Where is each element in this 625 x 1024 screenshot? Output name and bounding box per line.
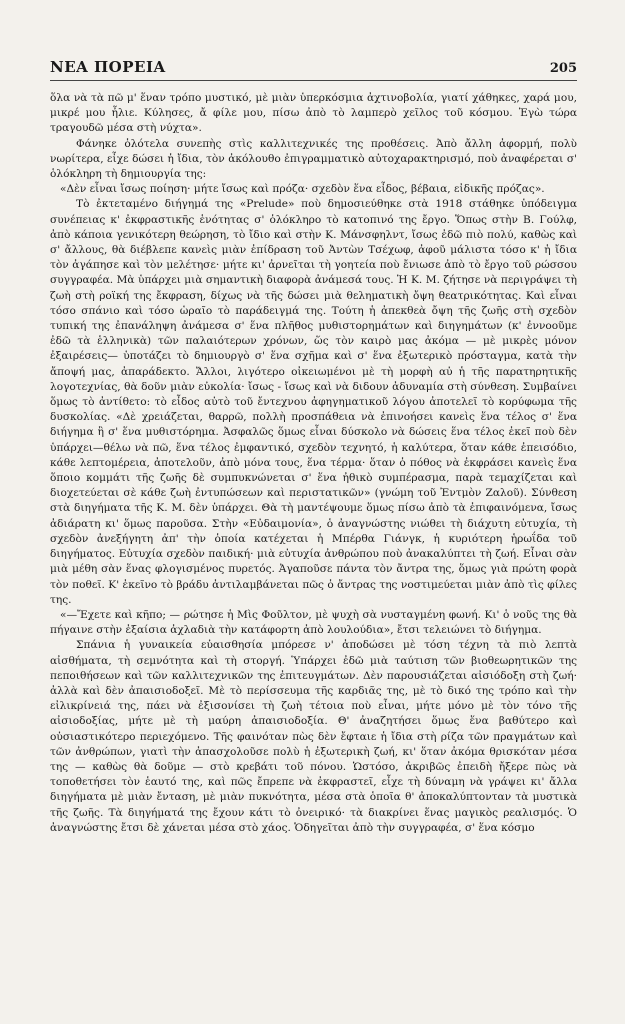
page-number: 205 (549, 61, 577, 76)
running-header (50, 58, 577, 81)
article-body (50, 91, 577, 836)
journal-title: ΝΕΑ ΠΟΡΕΙΑ (50, 58, 166, 76)
paragraph: Σπάνια ἡ γυναικεία εὐαισθησία μπόρεσε ν' ἀποδώσει μὲ τόση τέχνη τὰ πιὸ λεπτὰ αἰσθήματα, τὴ σεμνότητα καὶ τὴ στοργή. Ὑπάρχει ἐδῶ μιὰ ταύτιση τῶν βιοθεωρητικῶν της πεποιθήσεων καὶ τῶν καλλιτεχνικῶν της ἐπιτευγμάτων. Δὲν παρουσιάζεται αἰσιόδοξη στὴ ζωή· ἀλλὰ καὶ δὲν ἀπαισιοδοξεῖ. Μὲ τὸ περίσσευμα τῆς καρδιᾶς της, μὲ τὸ δικό της τρόπο καὶ τὴν εἰλικρίνειά της, πάει νὰ ἐξισονίσει τὴ ζωὴ τέτοια ποὺ εἶναι, μήτε μόνο μὲ τὸν τόνο τῆς αἰσιοδοξίας, μήτε μὲ τὴ μαύρη ἀπαισιοδοξία. Θ' ἀναζητήσει ὅμως ἕνα βαθύτερο καὶ οὐσιαστικότερο περιεχόμενο. Τῆς φαινόταν πὼς δὲν ἔφταιε ἡ ἴδια στὴ ρίζα τῶν πραγμάτων καὶ τῶν ἀνθρώπων, γιατὶ τὴν ἀπασχολοῦσε πολὺ ἡ ἐξωτερικὴ ζωή, κι' ὅταν ἀκόμα θρισκόταν μέσα της — καθὼς θὰ δοῦμε — στὸ κρεβάτι τοῦ πόνου. Ὡστόσο, ἀκριβῶς ἐπειδὴ ἤξερε πὼς νὰ τοποθετήσει τὸν ἑαυτό της, καὶ πῶς ἔπρεπε νὰ ἐκφραστεῖ, εἶχε τὴ δύναμη νὰ γράψει κι' ἄλλα διηγήματα μὲ μιὰν ἔνταση, μὲ μιὰν πυκνότητα, μέσα στὰ ὁποῖα θ' ἀποκαλύπτονταν τὰ μυστικὰ τῆς ζωῆς. Τὰ διηγήματά της ἔχουν κάτι τὸ ὀνειρικό· τὰ διακρίνει ἕνας μαγικὸς ρεαλισμός. Ὁ ἀναγνώστης ἔτσι δὲ χάνεται μέσα στὸ χάος. Ὁδηγεῖται ἀπὸ τὴν συγγραφέα, σ' ἕνα κόσμο (50, 639, 577, 834)
paragraph: Φάνηκε ὁλότελα συνεπὴς στὶς καλλιτεχνικές της προθέσεις. Ἀπὸ ἄλλη ἀφορμή, πολὺ νωρίτερα, εἶχε δώσει ἡ ἴδια, τὸν ἀκόλουθο ἐπιγραμματικὸ αὐτοχαρακτηρισμό, ποὺ ἀναφέρεται σ' ὁλόκληρη τὴ δημιουργία της: (50, 137, 577, 181)
paragraph: Τὸ ἐκτεταμένο διήγημά της «Prelude» ποὺ δημοσιεύθηκε στὰ 1918 στάθηκε ὑπόδειγμα συνέπειας κ' ἐκφραστικῆς ἑνότητας σ' ὁλόκληρο τὸ κατοπινό της ἔργο. Ὅπως στὴν Β. Γούλφ, ἀπὸ κάποια γενικότερη θεώρηση, τὸ ἴδιο καὶ στὴν Κ. Μάνσφηλντ, ἴσως ἐδῶ πιὸ πολύ, καθὼς καὶ σ' ἄλλους, θὰ διέβλεπε κανεὶς μιὰν ἐπίδραση τοῦ Ἀντὼν Τσέχωφ, ἀφοῦ μάλιστα τόσο κ' ἡ ἴδια τὸν ἀγάπησε καὶ τὸν μελέτησε· μήτε κι' ἀρνεῖται τὴ γοητεία ποὺ ἔνιωσε ἀπὸ τὸ ἔργο τοῦ ρώσσου συγγραφέα. Μὰ ὑπάρχει μιὰ σημαντικὴ διαφορὰ ἀνάμεσά τους. Ἡ Κ. Μ. ζήτησε νὰ περιγράψει τὴ ζωὴ στὴ ροϊκή της ἔκφραση, δίχως νὰ τῆς δώσει μιὰ θεληματικὴ ὄψη θεατρικότητας. Καὶ εἶναι τόσο σπάνιο καὶ τόσο ὡραῖο τὸ παράδειγμά της. Τούτη ἡ ἀπεκθεὰ ὄψη τῆς ζωῆς στὴ σχεδὸν τυπική της ἐπανάληψη ἀνάμεσα σ' ἕνα πλῆθος μυθιστορημάτων καὶ διηγημάτων (κ' ἐννοοῦμε ἐδῶ τὰ ἑλληνικὰ) τῶν παλαιότερων χρόνων, ὥς τὸν καιρὸ μας ἀκόμα — μὲ μικρὲς μόνον ἐξαιρέσεις— ὑποτάζει τὸ δημιουργὸ σ' ἕνα σχῆμα καὶ σ' ἕνα ἐξωτερικὸ πρόσταγμα, κατὰ τὴν ἄποψή μας, ἀπαράδεκτο. Ἄλλοι, λιγότερο οἰκειωμένοι μὲ τὴ μορφὴ αὐ ἡ τῆς παρατηρητικῆς λογοτεχνίας, θὰ δοῦν μιὰν εὐκολία· ἴσως - ἴσως καὶ νὰ διδουν ἀδυναμία στὴ σύνθεση. Συμβαίνει ὅμως τὸ ἀντίθετο: τὸ εἶδος αὐτὸ τοῦ ἔντεχνου ἀφηγηματικοῦ λόγου ἀποτελεῖ τὸ κορύφωμα τῆς δυσκολίας. «Δὲ χρειάζεται, θαρρῶ, πολλὴ προσπάθεια νὰ ἐπινοήσει κανεὶς ἕνα τέλος σ' ἕνα διήγημα ἢ σ' ἕνα μυθιστόρημα. Ἀσφαλῶς ὅμως εἶναι δύσκολο νὰ δώσεις ἕνα τέλος ἐκεῖ ποὺ δὲν ὑπάρχει—θέλω νὰ πῶ, ἕνα τέλος ἐμφαντικό, σχεδὸν τεχνητό, ἡ καλύτερα, ὅταν κάθε ἐπεισόδιο, κάθε λεπτομέρεια, ἀποτελοῦν, ἀπὸ μόνα τους, ἕνα τέρμα· ὅταν ὁ πόθος νὰ ἐκφράσει κανεὶς ἕνα ὅποιο κομμάτι τῆς ζωῆς δὲ συμπυκνώνεται σ' ἕνα ἠθικὸ συμπέρασμα, παρὰ τεμαχίζεται καὶ διοχετεύεται σὲ κάθε ζωὴ ἐντυπώσεων καὶ περιστατικῶν» (γνώμη τοῦ Ἐντμὸν Ζαλοῦ). Σύνθεση στὰ διηγήματα τῆς Κ. Μ. δὲν ὑπάρχει. Θὰ τὴ μαντέψουμε ὅμως πίσω ἀπὸ τὰ ἐπιφαινόμενα, ἴσως ἀδιάρατη κι' ὅμως παροῦσα. Στὴν «Εὐδαιμονία», ὁ ἀναγνώστης νιώθει τὴ διάχυτη εὐτυχία, τὴ σχεδὸν ἀνεξήγητη ἀπ' τὴν ὁποία κατέχεται ἡ Μπέρθα Γιάνγκ, ἡ κυριότερη ἡρωΐδα τοῦ διηγήματος. Εὐτυχία σχεδὸν παιδική· μιὰ εὐτυχία ἀνθρώπου ποὺ ἀνακαλύπτει τὴ ζωή. Εἶναι σὰν μιὰ μέθη σὰν ἕνας φλογισμένος πυρετός. Ἀγαποῦσε πάντα τὸν ἄντρα της, ὅμως γιὰ πρώτη φορὰ τὸν ποθεῖ. Κ' ἐκεῖνο τὸ βράδυ ἀντιλαμβάνεται πῶς ὁ ἄντρας της νοστιμεύεται μιὰν ἀπὸ τὶς φίλες της. (50, 198, 577, 606)
quote-paragraph: «Δὲν εἶναι ἴσως ποίηση· μήτε ἴσως καὶ πρόζα· σχεδὸν ἕνα εἶδος, βέβαια, εἰδικῆς πρόζας». (60, 183, 545, 196)
paragraph: ὅλα νὰ τὰ πῶ μ' ἕναν τρόπο μυστικό, μὲ μιὰν ὑπερκόσμια ἀχτινοβολία, γιατί χάθηκες, χαρά μου, μικρέ μου ἦλιε. Κύλησες, ἄ φίλε μου, πίσω ἀπὸ τὸ λαμπερὸ χεῖλος τοῦ κόσμου. Ἐγὼ τώρα τραγουδῶ μέσα στὴ νύχτα». (50, 92, 577, 135)
quote-paragraph: «—Ἔχετε καὶ κῆπο; — ρώτησε ἡ Μὶς Φοῦλτον, μὲ ψυχὴ σὰ νυσταγμένη φωνή. Κι' ὁ νοῦς της θὰ πήγαινε στὴν ἐξαίσια ἀχλαδιὰ τὴν κατάφορτη ἀπὸ λουλούδια», ἔτσι τελειώνει τὸ διήγημα. (50, 608, 577, 637)
